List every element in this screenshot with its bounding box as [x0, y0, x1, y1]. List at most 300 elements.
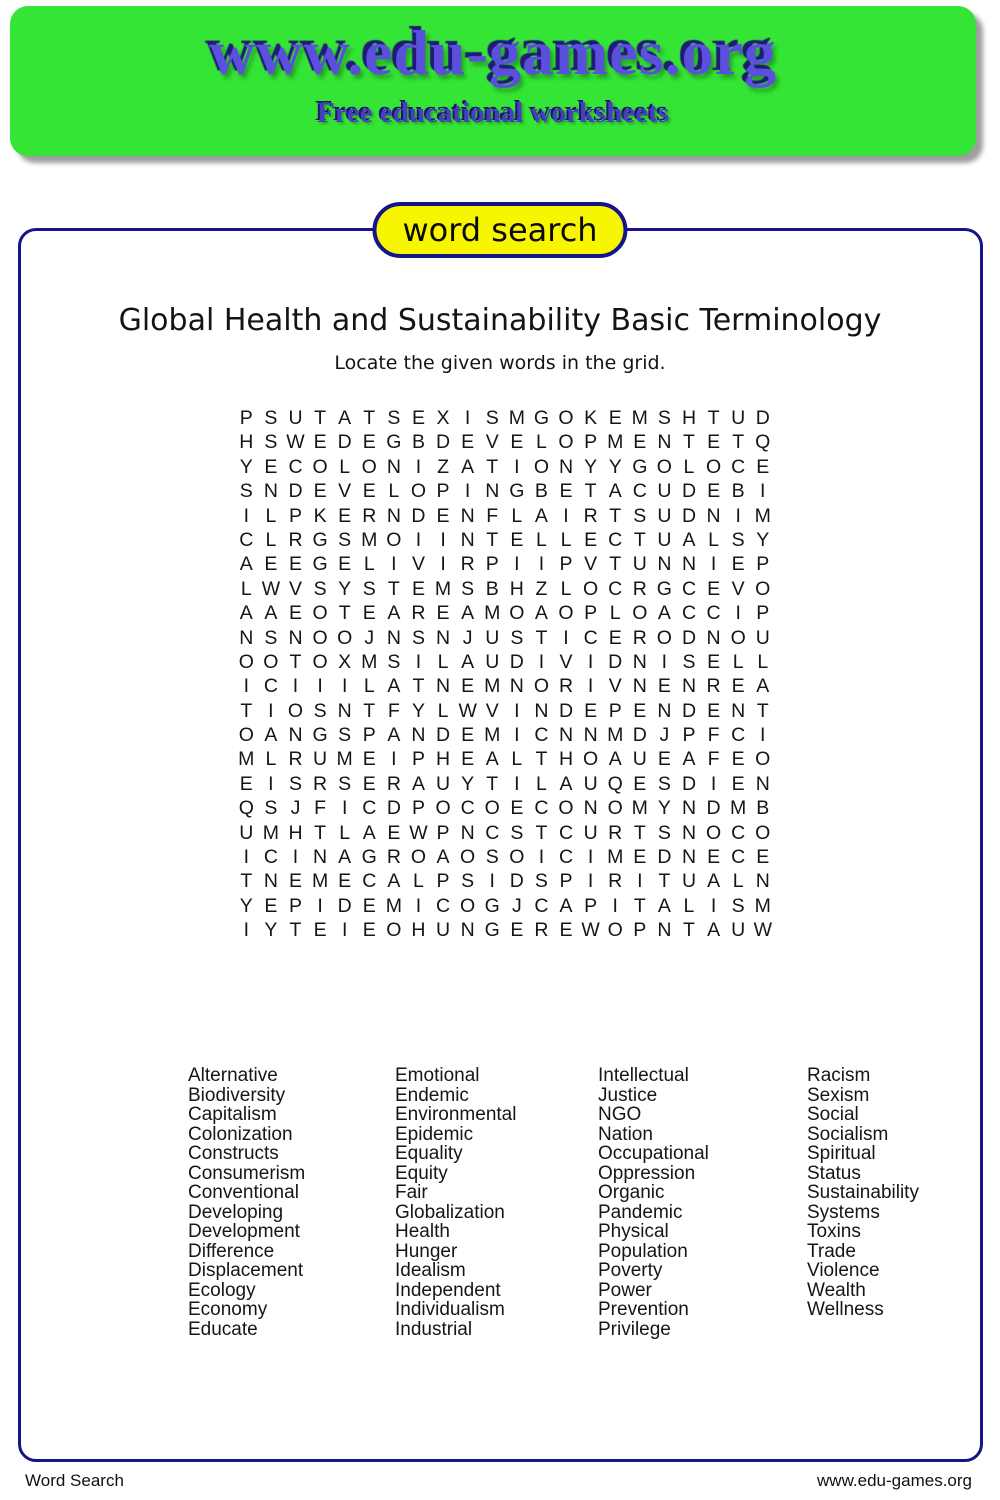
word-list-item: Poverty — [598, 1260, 663, 1281]
grid-letter: N — [288, 626, 303, 649]
grid-letter: S — [387, 650, 401, 673]
grid-letter: I — [514, 724, 520, 747]
grid-letter: I — [391, 748, 397, 771]
grid-letter: O — [705, 455, 722, 478]
grid-letter: M — [631, 797, 648, 820]
grid-letter: I — [637, 870, 643, 893]
grid-letter: S — [461, 577, 475, 600]
grid-letter: T — [683, 919, 695, 942]
grid-letter: Y — [338, 577, 352, 600]
grid-letter: L — [339, 455, 351, 478]
grid-letter: S — [510, 626, 524, 649]
word-list-item: Socialism — [807, 1123, 889, 1145]
grid-letter: P — [584, 602, 598, 625]
word-list-item: Social — [807, 1104, 859, 1125]
grid-letter: I — [587, 846, 594, 869]
grid-letter: A — [756, 675, 770, 698]
grid-letter: T — [387, 577, 400, 600]
grid-letter: N — [755, 870, 770, 893]
grid-letter: M — [754, 504, 771, 527]
grid-letter: P — [239, 407, 253, 429]
grid-letter: U — [632, 748, 647, 771]
grid-letter: O — [583, 577, 599, 600]
site-title: www.edu-games.org — [208, 17, 778, 88]
grid-letter: H — [436, 748, 451, 771]
word-list-item: Racism — [807, 1065, 871, 1086]
grid-letter: A — [657, 894, 671, 917]
grid-letter: P — [436, 480, 450, 503]
grid-row — [234, 601, 775, 625]
grid-letter: D — [509, 650, 524, 673]
grid-letter: D — [436, 431, 451, 454]
grid-letter: J — [511, 894, 522, 917]
grid-row — [234, 796, 775, 820]
grid-letter: R — [288, 528, 303, 551]
grid-letter: T — [609, 553, 622, 576]
grid-letter: P — [608, 699, 622, 722]
grid-letter: J — [462, 626, 473, 649]
grid-letter: L — [265, 504, 277, 527]
grid-letter: O — [287, 699, 304, 722]
grid-letter: O — [312, 602, 328, 625]
grid-letter: D — [337, 431, 352, 454]
word-list-item: Constructs — [188, 1143, 279, 1164]
grid-letter: E — [313, 480, 327, 503]
grid-letter: E — [707, 650, 721, 673]
grid-letter: S — [338, 724, 352, 747]
grid-letter: F — [314, 797, 327, 820]
grid-letter: I — [341, 919, 348, 942]
grid-letter: N — [534, 699, 549, 722]
grid-letter: T — [314, 821, 327, 844]
grid-letter: S — [264, 626, 278, 649]
grid-letter: H — [288, 821, 303, 844]
grid-letter: C — [731, 724, 746, 747]
grid-row — [234, 674, 775, 698]
grid-letter: A — [387, 870, 401, 893]
grid-letter: E — [313, 919, 327, 942]
grid-letter: E — [756, 846, 770, 869]
grid-letter: E — [264, 894, 278, 917]
grid-letter: I — [538, 553, 545, 576]
word-list-item: Educate — [188, 1318, 258, 1340]
grid-letter: T — [732, 431, 745, 454]
grid-letter: S — [682, 650, 696, 673]
grid-letter: V — [731, 577, 745, 600]
grid-letter: D — [681, 480, 697, 503]
grid-letter: S — [288, 772, 302, 795]
grid-letter: R — [460, 553, 475, 576]
grid-letter: E — [633, 431, 647, 454]
grid-letter: S — [338, 528, 352, 551]
grid-letter: P — [559, 553, 573, 576]
word-list-item: Colonization — [188, 1123, 293, 1145]
grid-letter: A — [362, 821, 376, 844]
grid-letter: C — [681, 577, 697, 600]
grid-letter: Y — [608, 455, 622, 478]
grid-letter: Q — [755, 431, 771, 454]
grid-letter: L — [240, 577, 252, 600]
grid-letter: W — [409, 821, 428, 844]
word-list-item: Fair — [395, 1182, 428, 1203]
grid-row — [234, 552, 775, 576]
grid-letter: T — [633, 528, 646, 551]
grid-letter: E — [510, 431, 524, 454]
word-list-item: Development — [188, 1221, 300, 1242]
grid-letter: V — [559, 650, 573, 673]
grid-letter: N — [583, 797, 598, 820]
grid-letter: T — [486, 528, 499, 551]
grid-letter: X — [338, 650, 352, 673]
grid-row — [234, 504, 775, 528]
word-list-item: Hunger — [395, 1240, 458, 1262]
grid-letter: S — [411, 626, 425, 649]
grid-letter: N — [681, 821, 697, 844]
grid-letter: E — [633, 846, 647, 869]
grid-letter: E — [362, 431, 376, 454]
grid-letter: O — [583, 748, 599, 771]
word-list-item: Equality — [395, 1143, 463, 1164]
grid-letter: B — [411, 431, 425, 454]
grid-letter: Z — [437, 455, 449, 478]
grid-letter: M — [385, 894, 402, 917]
grid-letter: D — [681, 504, 697, 527]
grid-letter: C — [263, 675, 278, 698]
grid-letter: L — [363, 675, 375, 698]
grid-letter: F — [387, 699, 400, 722]
grid-letter: H — [239, 431, 254, 454]
grid-letter: T — [535, 821, 548, 844]
grid-letter: A — [264, 602, 278, 625]
grid-letter: O — [607, 919, 623, 942]
grid-letter: I — [464, 480, 471, 503]
grid-letter: M — [484, 724, 501, 747]
grid-letter: N — [731, 699, 746, 722]
grid-letter: L — [708, 528, 719, 551]
grid-letter: O — [410, 480, 427, 503]
grid-letter: I — [268, 699, 274, 722]
word-list-item: Difference — [188, 1240, 275, 1262]
grid-letter: E — [461, 724, 475, 747]
word-list-item: Industrial — [395, 1318, 473, 1340]
grid-letter: A — [461, 650, 475, 673]
grid-letter: C — [362, 797, 377, 820]
grid-letter: E — [707, 846, 721, 869]
word-list-item: Health — [395, 1221, 450, 1242]
grid-letter: C — [731, 455, 746, 478]
grid-letter: N — [755, 772, 770, 795]
grid-row — [234, 479, 775, 503]
grid-letter: I — [243, 919, 249, 942]
grid-letter: G — [656, 577, 672, 600]
word-list-item: Capitalism — [188, 1104, 277, 1125]
grid-letter: R — [558, 675, 574, 698]
grid-letter: G — [386, 431, 402, 454]
grid-letter: P — [756, 553, 770, 576]
grid-letter: A — [239, 553, 253, 576]
grid-letter: G — [484, 894, 500, 917]
grid-letter: P — [756, 602, 770, 625]
grid-letter: I — [317, 894, 323, 917]
grid-letter: U — [632, 553, 647, 576]
grid-letter: U — [681, 870, 697, 893]
grid-letter: D — [411, 504, 426, 527]
grid-letter: D — [436, 724, 451, 747]
grid-letter: O — [435, 797, 451, 820]
grid-letter: M — [361, 650, 378, 673]
grid-letter: F — [707, 748, 720, 771]
grid-letter: X — [436, 407, 450, 429]
grid-letter: M — [631, 407, 648, 429]
grid-letter: P — [584, 894, 598, 917]
grid-letter: G — [533, 407, 549, 429]
grid-letter: N — [288, 724, 303, 747]
grid-row — [234, 821, 775, 845]
grid-letter: I — [760, 724, 766, 747]
word-list-item: Epidemic — [395, 1123, 474, 1145]
word-list-item: Endemic — [395, 1084, 469, 1106]
grid-letter: I — [391, 553, 397, 576]
grid-letter: Z — [535, 577, 548, 600]
grid-letter: D — [681, 772, 697, 795]
grid-letter: E — [707, 480, 721, 503]
grid-letter: T — [289, 650, 302, 673]
grid-letter: O — [386, 528, 402, 551]
grid-letter: E — [731, 675, 745, 698]
grid-letter: Y — [657, 797, 671, 820]
grid-letter: C — [632, 480, 647, 503]
grid-letter: V — [485, 431, 499, 454]
grid-letter: Y — [239, 894, 253, 917]
grid-letter: E — [264, 455, 278, 478]
letter-grid — [234, 406, 775, 943]
grid-letter: U — [657, 528, 672, 551]
grid-letter: I — [587, 870, 594, 893]
grid-letter: I — [341, 797, 348, 820]
grid-letter: A — [534, 504, 548, 527]
grid-letter: E — [411, 407, 425, 429]
grid-letter: E — [731, 772, 745, 795]
grid-letter: D — [558, 699, 574, 722]
grid-letter: C — [681, 602, 697, 625]
grid-letter: S — [313, 699, 327, 722]
grid-letter: O — [460, 846, 476, 869]
grid-letter: I — [538, 650, 545, 673]
grid-letter: E — [362, 772, 376, 795]
grid-letter: E — [707, 699, 721, 722]
grid-letter: M — [484, 602, 501, 625]
grid-letter: T — [338, 602, 351, 625]
grid-letter: P — [436, 821, 450, 844]
grid-letter: O — [509, 602, 525, 625]
grid-row — [234, 650, 775, 674]
grid-letter: J — [659, 724, 670, 747]
grid-letter: M — [361, 528, 378, 551]
grid-letter: G — [312, 724, 328, 747]
grid-letter: C — [608, 577, 623, 600]
grid-letter: A — [239, 602, 253, 625]
grid-letter: S — [633, 504, 647, 527]
word-list-item: Nation — [598, 1123, 653, 1145]
grid-letter: I — [292, 675, 299, 698]
grid-letter: I — [514, 699, 520, 722]
grid-letter: T — [756, 699, 769, 722]
grid-letter: A — [682, 748, 696, 771]
grid-letter: N — [706, 626, 721, 649]
grid-letter: N — [386, 455, 401, 478]
grid-letter: E — [731, 748, 745, 771]
grid-letter: U — [755, 626, 770, 649]
grid-letter: M — [434, 577, 452, 600]
grid-letter: L — [560, 577, 572, 600]
grid-letter: S — [387, 407, 401, 429]
grid-letter: U — [731, 407, 746, 429]
grid-letter: A — [461, 602, 475, 625]
grid-letter: G — [312, 553, 328, 576]
grid-letter: R — [386, 772, 401, 795]
grid-letter: N — [313, 846, 328, 869]
grid-letter: Y — [239, 455, 253, 478]
word-list-item: Ecology — [188, 1279, 256, 1301]
grid-letter: I — [268, 772, 274, 795]
grid-letter: P — [633, 919, 647, 942]
grid-letter: E — [436, 504, 450, 527]
grid-letter: B — [756, 797, 770, 820]
grid-letter: O — [361, 455, 377, 478]
grid-letter: S — [534, 870, 548, 893]
grid-letter: I — [415, 650, 422, 673]
word-list-item: Economy — [188, 1299, 268, 1320]
word-list-item: Biodiversity — [188, 1084, 286, 1106]
grid-letter: I — [317, 675, 323, 698]
grid-letter: U — [583, 821, 598, 844]
grid-letter: S — [731, 528, 745, 551]
grid-letter: A — [559, 772, 573, 795]
grid-letter: N — [583, 724, 598, 747]
word-list-item: Wellness — [807, 1299, 884, 1320]
footer-page-type: Word Search — [25, 1471, 124, 1490]
grid-letter: D — [337, 894, 352, 917]
grid-letter: A — [387, 724, 401, 747]
grid-letter: O — [558, 407, 574, 429]
word-list-item: Environmental — [395, 1104, 517, 1125]
grid-letter: T — [486, 772, 499, 795]
grid-letter: E — [411, 577, 425, 600]
grid-letter: E — [362, 919, 376, 942]
grid-letter: N — [558, 455, 574, 478]
grid-letter: E — [510, 528, 524, 551]
grid-letter: O — [533, 455, 549, 478]
grid-letter: O — [558, 797, 574, 820]
grid-row — [234, 699, 775, 723]
grid-letter: D — [706, 797, 721, 820]
grid-letter: S — [657, 772, 671, 795]
grid-letter: M — [508, 407, 525, 429]
grid-letter: N — [239, 626, 254, 649]
word-list-item: Sexism — [807, 1084, 870, 1106]
grid-letter: I — [514, 455, 520, 478]
grid-row — [234, 845, 775, 869]
grid-letter: I — [440, 528, 446, 551]
word-list-column-1 — [188, 1066, 305, 1339]
grid-letter: E — [584, 528, 598, 551]
grid-letter: V — [338, 480, 352, 503]
grid-letter: K — [584, 407, 598, 429]
grid-letter: N — [657, 553, 672, 576]
grid-letter: S — [239, 480, 253, 503]
grid-letter: I — [243, 504, 249, 527]
grid-letter: E — [559, 480, 573, 503]
grid-letter: H — [509, 577, 524, 600]
grid-letter: B — [731, 480, 745, 503]
grid-letter: C — [362, 870, 377, 893]
grid-letter: O — [656, 626, 672, 649]
grid-letter: N — [657, 699, 672, 722]
grid-letter: M — [262, 821, 280, 844]
grid-letter: L — [437, 650, 449, 673]
grid-letter: E — [559, 919, 573, 942]
grid-letter: A — [387, 675, 401, 698]
grid-letter: C — [706, 602, 721, 625]
grid-letter: N — [436, 675, 451, 698]
grid-letter: A — [338, 846, 352, 869]
grid-letter: Y — [411, 699, 425, 722]
grid-letter: H — [411, 919, 426, 942]
grid-letter: T — [486, 455, 499, 478]
grid-letter: A — [387, 602, 401, 625]
grid-letter: C — [583, 626, 598, 649]
grid-letter: N — [681, 797, 697, 820]
grid-letter: L — [535, 528, 547, 551]
grid-letter: Q — [607, 772, 623, 795]
grid-letter: T — [609, 504, 622, 527]
grid-letter: U — [288, 407, 303, 429]
grid-letter: M — [484, 675, 501, 698]
grid-letter: I — [415, 528, 422, 551]
grid-letter: P — [362, 724, 376, 747]
grid-letter: N — [460, 504, 475, 527]
grid-letter: P — [436, 870, 450, 893]
grid-letter: T — [363, 699, 376, 722]
grid-letter: O — [312, 455, 328, 478]
grid-letter: E — [338, 553, 352, 576]
grid-letter: G — [361, 846, 377, 869]
grid-letter: O — [755, 821, 771, 844]
grid-letter: I — [563, 504, 569, 527]
grid-letter: E — [707, 577, 721, 600]
word-list-item: Status — [807, 1162, 861, 1184]
grid-letter: E — [288, 602, 302, 625]
grid-letter: M — [607, 846, 624, 869]
grid-letter: E — [461, 431, 475, 454]
grid-letter: L — [757, 650, 769, 673]
grid-letter: D — [632, 724, 647, 747]
grid-letter: L — [683, 894, 695, 917]
grid-letter: R — [534, 919, 549, 942]
grid-letter: N — [657, 431, 672, 454]
grid-letter: O — [410, 846, 427, 869]
grid-letter: I — [489, 870, 495, 893]
grid-letter: L — [437, 699, 449, 722]
grid-letter: P — [288, 504, 302, 527]
grid-letter: S — [264, 431, 278, 454]
word-list-item: Spiritual — [807, 1143, 876, 1164]
grid-letter: A — [707, 919, 721, 942]
grid-letter: E — [362, 748, 376, 771]
grid-letter: P — [411, 797, 425, 820]
grid-letter: E — [362, 602, 376, 625]
grid-letter: A — [682, 528, 696, 551]
